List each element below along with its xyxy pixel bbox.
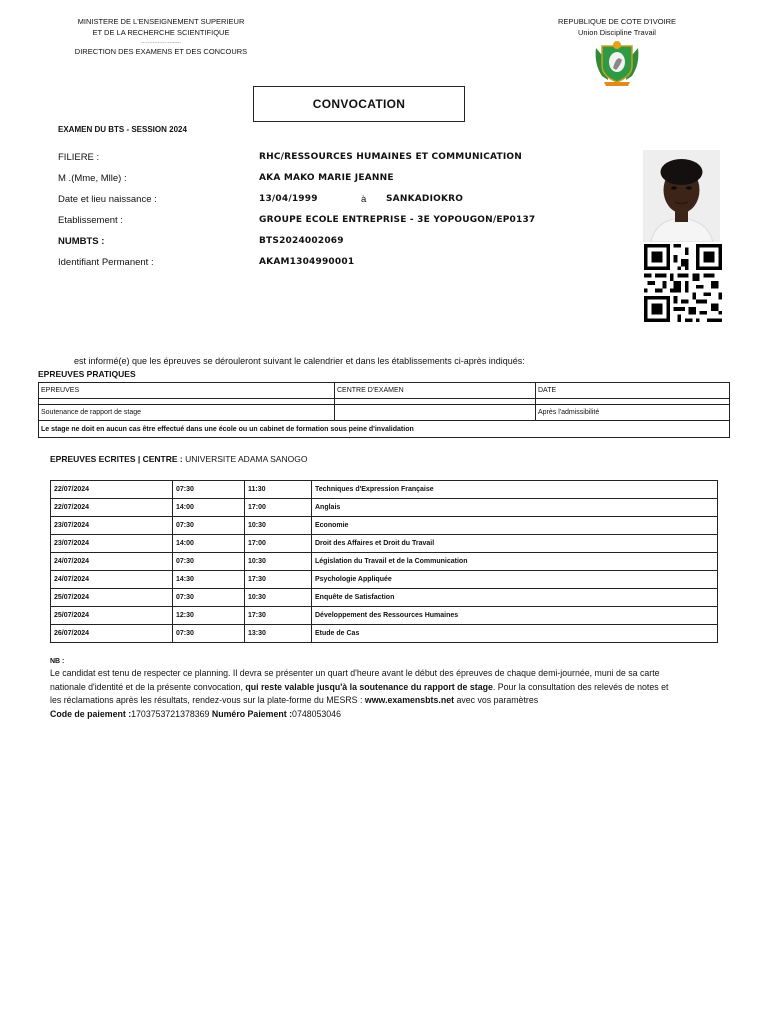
written-cell-subject: Techniques d'Expression Française	[312, 481, 718, 499]
birth-label: Date et lieu naissance :	[58, 194, 157, 205]
written-table	[50, 480, 718, 643]
table-row	[51, 535, 718, 553]
written-cell-end: 11:30	[245, 481, 312, 499]
payment-line	[50, 708, 670, 722]
ministry-line2: ET DE LA RECHERCHE SCIENTIFIQUE	[92, 28, 230, 37]
written-cell-date: 24/07/2024	[51, 571, 173, 589]
written-cell-date: 25/07/2024	[51, 607, 173, 625]
practical-cell-centre	[335, 405, 536, 421]
written-cell-subject: Psychologie Appliquée	[312, 571, 718, 589]
nb-text-2: . Pour la consultation des relevés de notes et les réclamations après les résultats, rendez-vous sur la plate-forme du MESRS :	[50, 681, 669, 705]
written-cell-date: 23/07/2024	[51, 517, 173, 535]
written-cell-end: 17:00	[245, 499, 312, 517]
written-cell-end: 17:30	[245, 607, 312, 625]
qr-code-icon	[642, 244, 724, 322]
written-cell-end: 13:30	[245, 625, 312, 643]
written-cell-start: 12:30	[173, 607, 245, 625]
nb-text-1: Le candidat est tenu de respecter ce planning. Il devra se présenter un quart d'heure avant le début des épreuves de chaque demi-journée, muni de sa carte nationale d'identité et de la présente convocation,	[50, 668, 660, 692]
nb-site-link[interactable]: www.examensbts.net	[364, 695, 455, 705]
name-value: AKA MAKO MARIE JEANNE	[259, 173, 394, 183]
table-row	[51, 481, 718, 499]
written-cell-date: 26/07/2024	[51, 625, 173, 643]
written-cell-end: 17:30	[245, 571, 312, 589]
written-header	[50, 454, 307, 464]
school-label: Etablissement :	[58, 215, 123, 226]
written-cell-subject: Enquête de Satisfaction	[312, 589, 718, 607]
table-row	[51, 517, 718, 535]
republic-header	[530, 16, 704, 38]
table-row	[39, 383, 730, 399]
written-cell-start: 07:30	[173, 589, 245, 607]
written-cell-subject: Législation du Travail et de la Communication	[312, 553, 718, 571]
ministry-header	[52, 16, 270, 57]
birth-separator: à	[361, 194, 367, 205]
written-cell-date: 24/07/2024	[51, 553, 173, 571]
birth-date: 13/04/1999	[259, 194, 318, 204]
practical-table	[38, 382, 730, 438]
school-value: GROUPE ECOLE ENTREPRISE - 3E YOPOUGON/EP0137	[259, 215, 536, 225]
exam-session: EXAMEN DU BTS - SESSION 2024	[58, 125, 187, 134]
table-row	[51, 499, 718, 517]
written-cell-subject: Economie	[312, 517, 718, 535]
written-cell-end: 10:30	[245, 517, 312, 535]
nb-bold-1: qui reste valable jusqu'à la soutenance du rapport de stage	[245, 681, 493, 692]
practical-cell-epreuve: Soutenance de rapport de stage	[39, 405, 335, 421]
practical-title: EPREUVES PRATIQUES	[38, 369, 136, 379]
written-cell-start: 14:00	[173, 535, 245, 553]
written-cell-date: 23/07/2024	[51, 535, 173, 553]
nb-section	[50, 656, 670, 721]
filiere-label: FILIERE :	[58, 152, 100, 163]
written-cell-start: 07:30	[173, 517, 245, 535]
page-title: CONVOCATION	[253, 86, 465, 122]
nb-label: NB :	[50, 658, 65, 665]
practical-header-date: DATE	[536, 383, 730, 399]
practical-header-centre: CENTRE D'EXAMEN	[335, 383, 536, 399]
republic-line1: REPUBLIQUE DE COTE D'IVOIRE	[557, 17, 677, 26]
payment-code-label: Code de paiement :	[50, 708, 132, 719]
nb-paragraph	[50, 667, 670, 708]
table-row	[39, 421, 730, 438]
name-label: M .(Mme, Mlle) :	[58, 173, 127, 184]
intro-text: est informé(e) que les épreuves se dérouleront suivant le calendrier et dans les établissements ci-après indiqués:	[74, 356, 525, 366]
table-row	[51, 589, 718, 607]
written-cell-start: 07:30	[173, 625, 245, 643]
payment-number: 0748053046	[292, 708, 341, 719]
written-cell-end: 10:30	[245, 589, 312, 607]
republic-motto: Union Discipline Travail	[578, 28, 656, 37]
practical-header-epreuves: EPREUVES	[39, 383, 335, 399]
written-center: UNIVERSITE ADAMA SANOGO	[185, 454, 308, 464]
birth-place: SANKADIOKRO	[386, 194, 464, 204]
ministry-line1: MINISTERE DE L'ENSEIGNEMENT SUPERIEUR	[77, 17, 245, 26]
written-cell-subject: Développement des Ressources Humaines	[312, 607, 718, 625]
numbts-value: BTS2024002069	[259, 236, 344, 246]
ministry-line4: DIRECTION DES EXAMENS ET DES CONCOURS	[74, 47, 248, 56]
table-row	[51, 553, 718, 571]
numbts-label: NUMBTS :	[58, 236, 105, 247]
written-cell-subject: Etude de Cas	[312, 625, 718, 643]
nb-text-3: avec vos paramètres	[454, 695, 539, 705]
written-cell-start: 07:30	[173, 553, 245, 571]
practical-note: Le stage ne doit en aucun cas être effectué dans une école ou un cabinet de formation sous peine d'invalidation	[39, 421, 730, 438]
written-cell-end: 10:30	[245, 553, 312, 571]
payment-code: 1703753721378369	[131, 708, 210, 719]
payment-number-label: Numéro Paiement :	[211, 708, 293, 719]
written-title: EPREUVES ECRITES | CENTRE :	[50, 454, 183, 464]
written-cell-subject: Anglais	[312, 499, 718, 517]
table-row	[39, 405, 730, 421]
table-row	[51, 607, 718, 625]
written-cell-date: 25/07/2024	[51, 589, 173, 607]
written-cell-date: 22/07/2024	[51, 481, 173, 499]
table-row	[51, 625, 718, 643]
written-cell-date: 22/07/2024	[51, 499, 173, 517]
id-value: AKAM1304990001	[259, 257, 355, 267]
ministry-separator: ……………………	[141, 39, 181, 45]
written-cell-start: 07:30	[173, 481, 245, 499]
written-cell-start: 14:30	[173, 571, 245, 589]
table-row	[51, 571, 718, 589]
written-cell-start: 14:00	[173, 499, 245, 517]
id-label: Identifiant Permanent :	[58, 257, 154, 268]
practical-cell-date: Après l'admissibilité	[536, 405, 730, 421]
candidate-photo	[643, 150, 720, 242]
coat-of-arms-icon	[592, 40, 642, 86]
written-cell-subject: Droit des Affaires et Droit du Travail	[312, 535, 718, 553]
filiere-value: RHC/RESSOURCES HUMAINES ET COMMUNICATION	[259, 152, 522, 162]
written-cell-end: 17:00	[245, 535, 312, 553]
